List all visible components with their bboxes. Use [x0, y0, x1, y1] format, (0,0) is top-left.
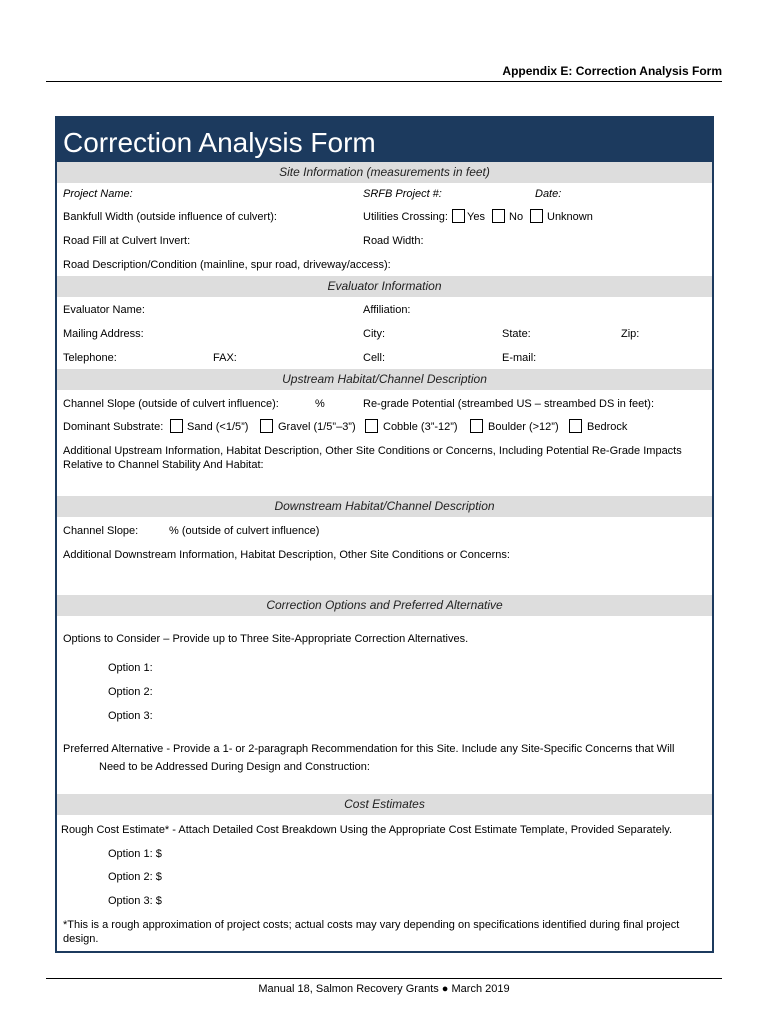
cost-option-1-label[interactable]: Option 1: $ [108, 848, 162, 860]
downstream-additional-info-label[interactable]: Additional Downstream Information, Habitat Description, Other Site Conditions or Concerns: [63, 549, 510, 561]
downstream-channel-slope-label[interactable]: Channel Slope: [63, 525, 139, 537]
utilities-crossing-label: Utilities Crossing: [363, 211, 448, 223]
preferred-alternative-line1[interactable]: Preferred Alternative - Provide a 1- or 2-paragraph Recommendation for this Site. Include any Site-Specific Concerns that Will [63, 743, 675, 755]
upstream-percent-label: % [315, 398, 325, 410]
section-upstream-habitat: Upstream Habitat/Channel Description [57, 369, 712, 390]
evaluator-name-label[interactable]: Evaluator Name: [63, 304, 145, 316]
substrate-sand-label: Sand (<1/5”) [187, 421, 249, 433]
form-title: Correction Analysis Form [57, 118, 712, 162]
project-name-label[interactable]: Project Name: [63, 188, 133, 200]
zip-label[interactable]: Zip: [621, 328, 640, 340]
srfb-project-label[interactable]: SRFB Project #: [363, 188, 442, 200]
header-rule [46, 81, 722, 82]
substrate-gravel-label: Gravel (1/5”–3”) [278, 421, 356, 433]
upstream-additional-info-label[interactable]: Additional Upstream Information, Habitat Description, Other Site Conditions or Concerns, Including Potential Re-Grade Impacts Relative to Channel Stability And Habitat: [63, 445, 682, 471]
correction-option-3-label[interactable]: Option 3: [108, 710, 153, 722]
substrate-bedrock-checkbox[interactable] [569, 419, 582, 433]
mailing-address-label[interactable]: Mailing Address: [63, 328, 144, 340]
substrate-cobble-label: Cobble (3”-12”) [383, 421, 458, 433]
section-evaluator-information: Evaluator Information [57, 276, 712, 297]
page-footer: Manual 18, Salmon Recovery Grants ● March 2019 [258, 983, 510, 995]
correction-option-1-label[interactable]: Option 1: [108, 662, 153, 674]
cost-footnote: *This is a rough approximation of project costs; actual costs may vary depending on specifications identified during final project design. [63, 919, 680, 945]
bankfull-width-label[interactable]: Bankfull Width (outside influence of culvert): [63, 211, 277, 223]
section-correction-options: Correction Options and Preferred Alternative [57, 595, 712, 616]
utilities-no-checkbox[interactable] [492, 209, 505, 223]
road-width-label[interactable]: Road Width: [363, 235, 424, 247]
utilities-yes-label: Yes [467, 211, 485, 223]
footer-rule [46, 978, 722, 979]
utilities-unknown-checkbox[interactable] [530, 209, 543, 223]
road-fill-label[interactable]: Road Fill at Culvert Invert: [63, 235, 191, 247]
section-site-information: Site Information (measurements in feet) [57, 162, 712, 183]
affiliation-label[interactable]: Affiliation: [363, 304, 411, 316]
section-cost-estimates: Cost Estimates [57, 794, 712, 815]
cell-label[interactable]: Cell: [363, 352, 386, 364]
downstream-slope-note: % (outside of culvert influence) [169, 525, 320, 537]
regrade-potential-label[interactable]: Re-grade Potential (streambed US – streambed DS in feet): [363, 398, 655, 410]
correction-analysis-form [55, 116, 714, 953]
telephone-label[interactable]: Telephone: [63, 352, 117, 364]
utilities-yes-checkbox[interactable] [452, 209, 465, 223]
cost-option-2-label[interactable]: Option 2: $ [108, 871, 162, 883]
substrate-sand-checkbox[interactable] [170, 419, 183, 433]
state-label[interactable]: State: [502, 328, 531, 340]
correction-option-2-label[interactable]: Option 2: [108, 686, 153, 698]
options-intro-label: Options to Consider – Provide up to Three Site-Appropriate Correction Alternatives. [63, 633, 469, 645]
dominant-substrate-label: Dominant Substrate: [63, 421, 164, 433]
preferred-alternative-line2: Need to be Addressed During Design and Construction: [99, 761, 370, 773]
date-label[interactable]: Date: [535, 188, 562, 200]
road-description-label[interactable]: Road Description/Condition (mainline, spur road, driveway/access): [63, 259, 391, 271]
utilities-unknown-label: Unknown [547, 211, 593, 223]
rough-cost-estimate-label: Rough Cost Estimate* - Attach Detailed Cost Breakdown Using the Appropriate Cost Estimate Template, Provided Separately. [61, 824, 673, 836]
city-label[interactable]: City: [363, 328, 385, 340]
substrate-gravel-checkbox[interactable] [260, 419, 273, 433]
page-header-title: Appendix E: Correction Analysis Form [502, 64, 722, 78]
upstream-channel-slope-label[interactable]: Channel Slope (outside of culvert influence): [63, 398, 279, 410]
fax-label[interactable]: FAX: [213, 352, 237, 364]
substrate-boulder-label: Boulder (>12”) [488, 421, 559, 433]
utilities-no-label: No [509, 211, 524, 223]
cost-option-3-label[interactable]: Option 3: $ [108, 895, 162, 907]
substrate-boulder-checkbox[interactable] [470, 419, 483, 433]
email-label[interactable]: E-mail: [502, 352, 537, 364]
substrate-bedrock-label: Bedrock [587, 421, 628, 433]
substrate-cobble-checkbox[interactable] [365, 419, 378, 433]
section-downstream-habitat: Downstream Habitat/Channel Description [57, 496, 712, 517]
